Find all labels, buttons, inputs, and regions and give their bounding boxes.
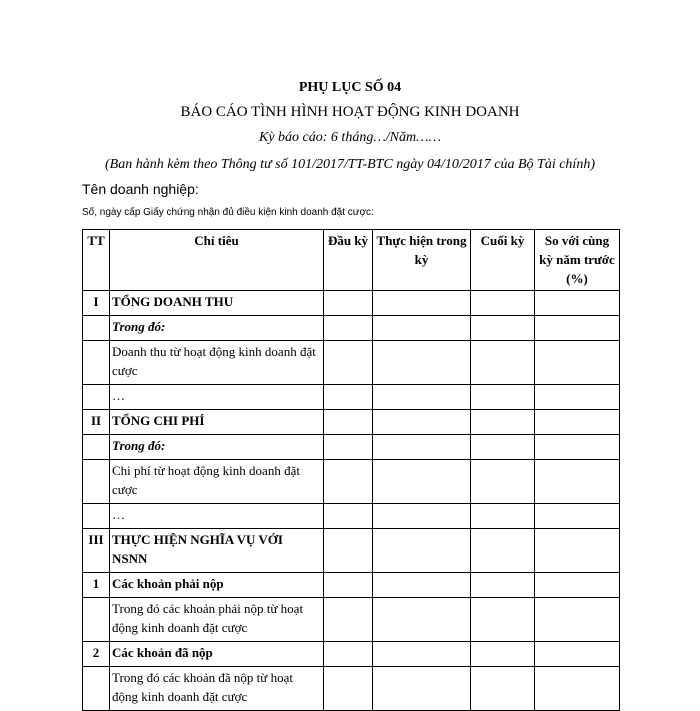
table-row [83, 410, 620, 435]
column-header: TT [83, 230, 110, 291]
yoy-percent-cell[interactable] [535, 341, 620, 385]
row-number: 1 [83, 573, 110, 598]
period-value-cell[interactable] [373, 642, 471, 667]
yoy-percent-cell[interactable] [535, 642, 620, 667]
period-value-cell[interactable] [373, 529, 471, 573]
period-value-cell[interactable] [373, 504, 471, 529]
period-value-cell[interactable] [373, 435, 471, 460]
row-indicator: Các khoản phải nộp [110, 573, 324, 598]
opening-value-cell[interactable] [324, 598, 373, 642]
table-row [83, 598, 620, 642]
closing-value-cell[interactable] [471, 385, 535, 410]
opening-value-cell[interactable] [324, 504, 373, 529]
table-header-row [83, 230, 620, 291]
closing-value-cell[interactable] [471, 460, 535, 504]
period-value-cell[interactable] [373, 385, 471, 410]
row-indicator: Trong đó các khoản phải nộp từ hoạt động kinh doanh đặt cược [110, 598, 324, 642]
yoy-percent-cell[interactable] [535, 573, 620, 598]
period-value-cell[interactable] [373, 410, 471, 435]
yoy-percent-cell[interactable] [535, 435, 620, 460]
opening-value-cell[interactable] [324, 291, 373, 316]
row-number [83, 504, 110, 529]
closing-value-cell[interactable] [471, 435, 535, 460]
row-number [83, 341, 110, 385]
period-value-cell[interactable] [373, 667, 471, 711]
table-row [83, 385, 620, 410]
row-number [83, 460, 110, 504]
row-number [83, 385, 110, 410]
row-number [83, 667, 110, 711]
closing-value-cell[interactable] [471, 529, 535, 573]
opening-value-cell[interactable] [324, 460, 373, 504]
yoy-percent-cell[interactable] [535, 460, 620, 504]
table-row [83, 573, 620, 598]
opening-value-cell[interactable] [324, 341, 373, 385]
table-row [83, 316, 620, 341]
row-indicator: … [110, 504, 324, 529]
opening-value-cell[interactable] [324, 316, 373, 341]
closing-value-cell[interactable] [471, 341, 535, 385]
yoy-percent-cell[interactable] [535, 291, 620, 316]
period-value-cell[interactable] [373, 598, 471, 642]
column-header: Đầu kỳ [324, 230, 373, 291]
column-header: Cuối kỳ [471, 230, 535, 291]
opening-value-cell[interactable] [324, 642, 373, 667]
period-value-cell[interactable] [373, 573, 471, 598]
report-table [82, 229, 620, 711]
row-number: I [83, 291, 110, 316]
table-row [83, 642, 620, 667]
report-title: BÁO CÁO TÌNH HÌNH HOẠT ĐỘNG KINH DOANH [180, 104, 520, 120]
yoy-percent-cell[interactable] [535, 667, 620, 711]
row-indicator: THỰC HIỆN NGHĨA VỤ VỚI NSNN [110, 529, 324, 573]
table-row [83, 291, 620, 316]
opening-value-cell[interactable] [324, 667, 373, 711]
table-row [83, 504, 620, 529]
yoy-percent-cell[interactable] [535, 529, 620, 573]
column-header: Thực hiện trong kỳ [373, 230, 471, 291]
row-indicator: TỔNG DOANH THU [110, 291, 324, 316]
yoy-percent-cell[interactable] [535, 385, 620, 410]
table-row [83, 667, 620, 711]
column-header: So với cùng kỳ năm trước (%) [535, 230, 620, 291]
opening-value-cell[interactable] [324, 435, 373, 460]
row-number [83, 598, 110, 642]
row-number: II [83, 410, 110, 435]
yoy-percent-cell[interactable] [535, 410, 620, 435]
closing-value-cell[interactable] [471, 316, 535, 341]
certificate-field: Số, ngày cấp Giấy chứng nhận đủ điều kiện kinh doanh đặt cược: [82, 207, 374, 218]
table-row [83, 529, 620, 573]
period-value-cell[interactable] [373, 341, 471, 385]
closing-value-cell[interactable] [471, 291, 535, 316]
closing-value-cell[interactable] [471, 667, 535, 711]
yoy-percent-cell[interactable] [535, 316, 620, 341]
closing-value-cell[interactable] [471, 410, 535, 435]
yoy-percent-cell[interactable] [535, 598, 620, 642]
yoy-percent-cell[interactable] [535, 504, 620, 529]
closing-value-cell[interactable] [471, 573, 535, 598]
opening-value-cell[interactable] [324, 385, 373, 410]
row-indicator: Các khoản đã nộp [110, 642, 324, 667]
table-body [83, 291, 620, 711]
row-number [83, 435, 110, 460]
row-number: 2 [83, 642, 110, 667]
period-value-cell[interactable] [373, 460, 471, 504]
opening-value-cell[interactable] [324, 529, 373, 573]
row-number: III [83, 529, 110, 573]
issuance-note: (Ban hành kèm theo Thông tư số 101/2017/TT-BTC ngày 04/10/2017 của Bộ Tài chính) [105, 157, 595, 172]
company-name-field: Tên doanh nghiệp: [82, 181, 199, 197]
closing-value-cell[interactable] [471, 504, 535, 529]
row-indicator: … [110, 385, 324, 410]
period-value-cell[interactable] [373, 291, 471, 316]
report-period: Kỳ báo cáo: 6 tháng…/Năm…… [259, 130, 441, 145]
table-row [83, 435, 620, 460]
period-value-cell[interactable] [373, 316, 471, 341]
row-indicator: TỔNG CHI PHÍ [110, 410, 324, 435]
closing-value-cell[interactable] [471, 598, 535, 642]
appendix-number: PHỤ LỤC SỐ 04 [298, 80, 402, 95]
row-indicator: Trong đó các khoản đã nộp từ hoạt động kinh doanh đặt cược [110, 667, 324, 711]
column-header: Chỉ tiêu [110, 230, 324, 291]
row-number [83, 316, 110, 341]
row-indicator: Trong đó: [110, 435, 324, 460]
table-row [83, 460, 620, 504]
row-indicator: Chi phí từ hoạt động kinh doanh đặt cược [110, 460, 324, 504]
row-indicator: Doanh thu từ hoạt động kinh doanh đặt cược [110, 341, 324, 385]
closing-value-cell[interactable] [471, 642, 535, 667]
opening-value-cell[interactable] [324, 573, 373, 598]
row-indicator: Trong đó: [110, 316, 324, 341]
table-row [83, 341, 620, 385]
opening-value-cell[interactable] [324, 410, 373, 435]
